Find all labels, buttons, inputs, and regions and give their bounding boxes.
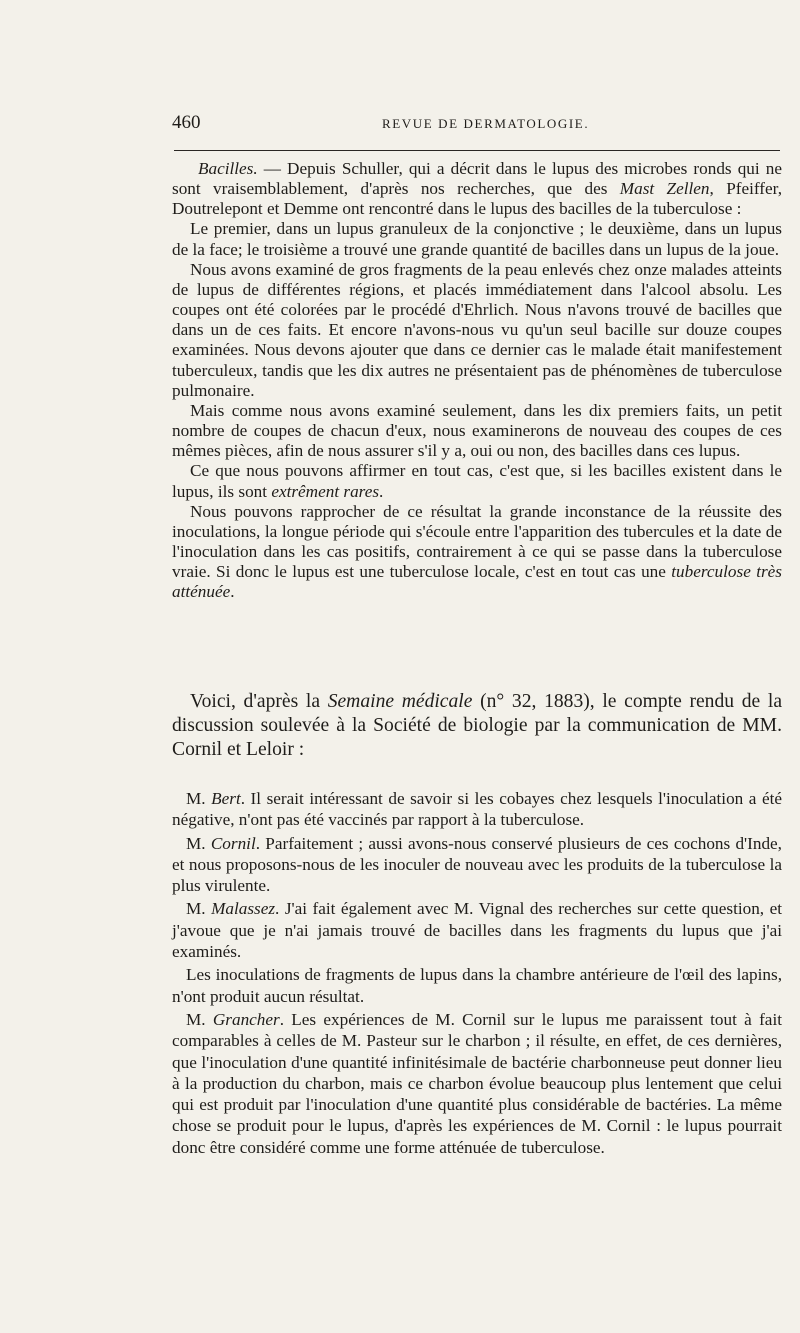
paragraph-text: Ce que nous pouvons affirmer en tout cas, c'est que, si les bacilles existent dans le lupus, ils sont	[172, 461, 782, 501]
paragraph-bacilles	[172, 159, 782, 219]
article-body	[172, 159, 782, 602]
intro-paragraph	[172, 690, 782, 762]
running-title: REVUE DE DERMATOLOGIE.	[382, 116, 590, 131]
speaker-name: Bert	[211, 789, 241, 808]
discussion-transcript	[172, 788, 782, 1160]
speaker-name: Cornil	[210, 833, 256, 853]
paragraph-text: , Pfeiffer, Doutrelepont et Demme ont rencontré dans le lupus des bacilles de la tuberculose :	[172, 179, 782, 219]
paragraph	[172, 502, 782, 603]
entry-text: . J'ai fait également avec M. Vignal des recherches sur cette question, et j'avoue que je n'ai jamais trouvé de bacilles dans les fragments du lupus que j'ai examinés.	[172, 899, 782, 962]
speaker-prefix: M.	[186, 899, 212, 919]
discussion-entry	[172, 833, 782, 897]
italic-term: Mast Zellen	[619, 179, 710, 199]
italic-phrase: tuberculose très atténuée	[172, 562, 782, 602]
entry-text: . Il serait intéressant de savoir si les cobayes chez lesquels l'inoculation a été négative, n'ont pas été vaccinés par rapport à la tuberculose.	[172, 789, 782, 830]
speaker-prefix: M.	[186, 1009, 213, 1029]
entry-text: . Les expériences de M. Cornil sur le lupus me paraissent tout à fait comparables à celles de M. Pasteur sur le charbon ; il résulte, en effet, de ces dernières, que l'inoculation d'une quantité infinitésimale de bactérie charbonneuse peut donner lieu à la production du charbon, mais ce charbon évolue beaucoup plus lentement que celui qui est produit par l'inoculation d'une quantité plus considérable de bactéries. La même chose se produit pour le lupus, d'après les expériences de M. Cornil : le lupus pourrait donc être considéré comme une forme atténuée de tuberculose.	[172, 1009, 782, 1157]
speaker-name: Malassez	[211, 899, 276, 919]
paragraph: Nous avons examiné de gros fragments de la peau enlevés chez onze malades atteints de lupus de différentes régions, et placés immédiatement dans l'alcool absolu. Les coupes ont été colorées par le procédé d'Ehrlich. Nous n'avons trouvé de bacilles que dans un de ces faits. Et encore n'avons-nous vu qu'un seul bacille sur douze coupes examinées. Nous devons ajouter que dans ce dernier cas le malade était manifestement tuberculeux, tandis que les dix autres ne présentaient pas de phénomènes de tuberculose pulmonaire.	[172, 259, 782, 400]
page-header	[172, 112, 780, 136]
speaker-name: Grancher	[212, 1009, 280, 1029]
section-term: Bacilles.	[198, 159, 258, 178]
paragraph	[172, 461, 782, 501]
discussion-intro	[172, 690, 782, 762]
paragraph-text: (n° 32, 1883), le compte rendu de la discussion soulevée à la Société de biologie par la communication de MM. Cornil et Leloir :	[172, 691, 783, 760]
paragraph-text: .	[230, 582, 235, 602]
paragraph-text: — Depuis Schuller, qui a décrit dans le lupus des microbes ronds qui ne sont vraisemblablement, d'après nos recherches, que des	[172, 159, 782, 199]
journal-title: Semaine médicale	[327, 691, 473, 712]
paragraph: Mais comme nous avons examiné seulement, dans les dix premiers faits, un petit nombre de coupes de chacun d'eux, nous examinerons de nouveau des coupes de ces mêmes pièces, afin de nous assurer s'il y a, oui ou non, des bacilles dans ces lupus.	[172, 400, 782, 461]
paragraph: Le premier, dans un lupus granuleux de la conjonctive ; le deuxième, dans un lupus de la face; le troisième a trouvé une grande quantité de bacilles dans un lupus de la joue.	[172, 219, 782, 259]
italic-phrase: extrêment rares	[271, 481, 380, 501]
header-rule	[174, 150, 780, 151]
speaker-prefix: M.	[186, 789, 212, 808]
paragraph-text: Voici, d'après la	[190, 691, 328, 712]
discussion-entry	[172, 1009, 782, 1158]
paragraph-text: .	[379, 481, 384, 501]
page-number: 460	[172, 112, 201, 133]
entry-text: . Parfaitement ; aussi avons-nous conservé plusieurs de ces cochons d'Inde, et nous proposons-nous de les inoculer de nouveau avec les produits de la tuberculose la plus virulente.	[172, 833, 782, 896]
discussion-entry	[172, 964, 782, 1007]
speaker-prefix: M.	[186, 833, 211, 853]
entry-text: Les inoculations de fragments de lupus dans la chambre antérieure de l'œil des lapins, n'ont produit aucun résultat.	[172, 965, 782, 1006]
discussion-entry	[172, 898, 782, 962]
discussion-entry	[172, 788, 782, 831]
paragraph-text: Nous pouvons rapprocher de ce résultat la grande inconstance de la réussite des inoculations, la longue période qui s'écoule entre l'apparition des tubercules et la date de l'inoculation dans les cas positifs, contrairement à ce qui se passe dans la tuberculose vraie. Si donc le lupus est une tuberculose locale, c'est en tout cas une	[172, 501, 782, 582]
